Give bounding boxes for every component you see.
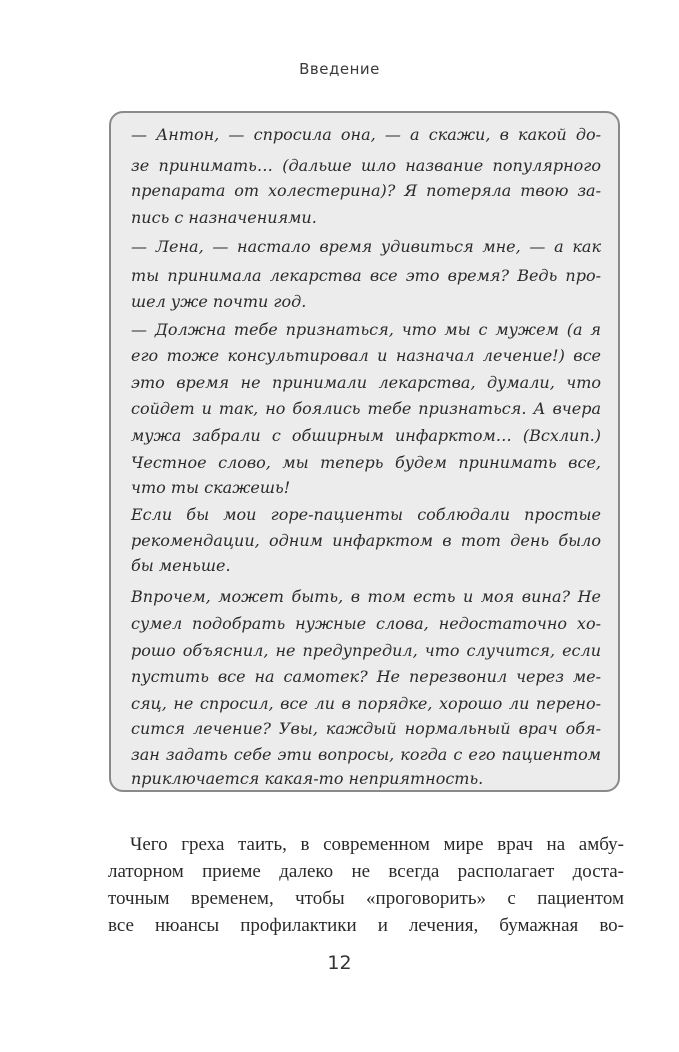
quote-line: пись с назначениями.	[131, 208, 317, 227]
quote-line: препарата от холестерина)? Я потеряла твою за-	[131, 181, 601, 200]
body-line: латорном приеме далеко не всегда располагает доста-	[108, 861, 624, 882]
quote-line: зан задать себе эти вопросы, когда с его пациентом	[131, 745, 601, 764]
quote-line: сумел подобрать нужные слова, недостаточно хо-	[131, 614, 601, 633]
quote-line: шел уже почти год.	[131, 292, 307, 311]
quote-line: что ты скажешь!	[131, 478, 291, 497]
quote-line: ты принимала лекарства все это время? Ведь про-	[131, 266, 601, 285]
quote-line: пустить все на самотек? Не перезвонил через ме-	[131, 667, 601, 686]
quote-line: Впрочем, может быть, в том есть и моя вина? Не	[131, 587, 601, 606]
quote-line: сойдет и так, но боялись тебе признаться. А вчера	[131, 399, 601, 418]
quote-line: мужа забрали с обширным инфарктом… (Всхлип.)	[131, 426, 601, 445]
quote-line: Если бы мои горе-пациенты соблюдали простые	[131, 505, 601, 524]
quote-line: рекомендации, одним инфарктом в тот день было	[131, 531, 601, 550]
quote-line: — Антон, — спросила она, — а скажи, в какой до-	[131, 125, 601, 144]
quote-line: сится лечение? Увы, каждый нормальный врач обя-	[131, 719, 601, 738]
quote-line: сяц, не спросил, все ли в порядке, хорошо ли перено-	[131, 694, 601, 713]
quote-line: зе принимать… (дальше шло название популярного	[131, 156, 601, 175]
page-number: 12	[327, 952, 352, 974]
quote-line: это время не принимали лекарства, думали, что	[131, 373, 601, 392]
quote-box	[109, 111, 620, 792]
quote-line: — Должна тебе признаться, что мы с мужем (а я	[131, 320, 601, 339]
quote-line: рошо объяснил, не предупредил, что случится, если	[131, 641, 601, 660]
quote-line: его тоже консультировал и назначал лечение!) все	[131, 346, 601, 365]
quote-line: Честное слово, мы теперь будем принимать все,	[131, 453, 601, 472]
quote-line: бы меньше.	[131, 556, 231, 575]
running-head: Введение	[299, 60, 380, 78]
quote-line: приключается какая-то неприятность.	[131, 769, 484, 788]
quote-line: — Лена, — настало время удивиться мне, — а как	[131, 237, 601, 256]
body-line: Чего греха таить, в современном мире врач на амбу-	[130, 834, 624, 855]
body-line: все нюансы профилактики и лечения, бумажная во-	[108, 915, 624, 936]
body-line: точным временем, чтобы «проговорить» с пациентом	[108, 888, 624, 909]
